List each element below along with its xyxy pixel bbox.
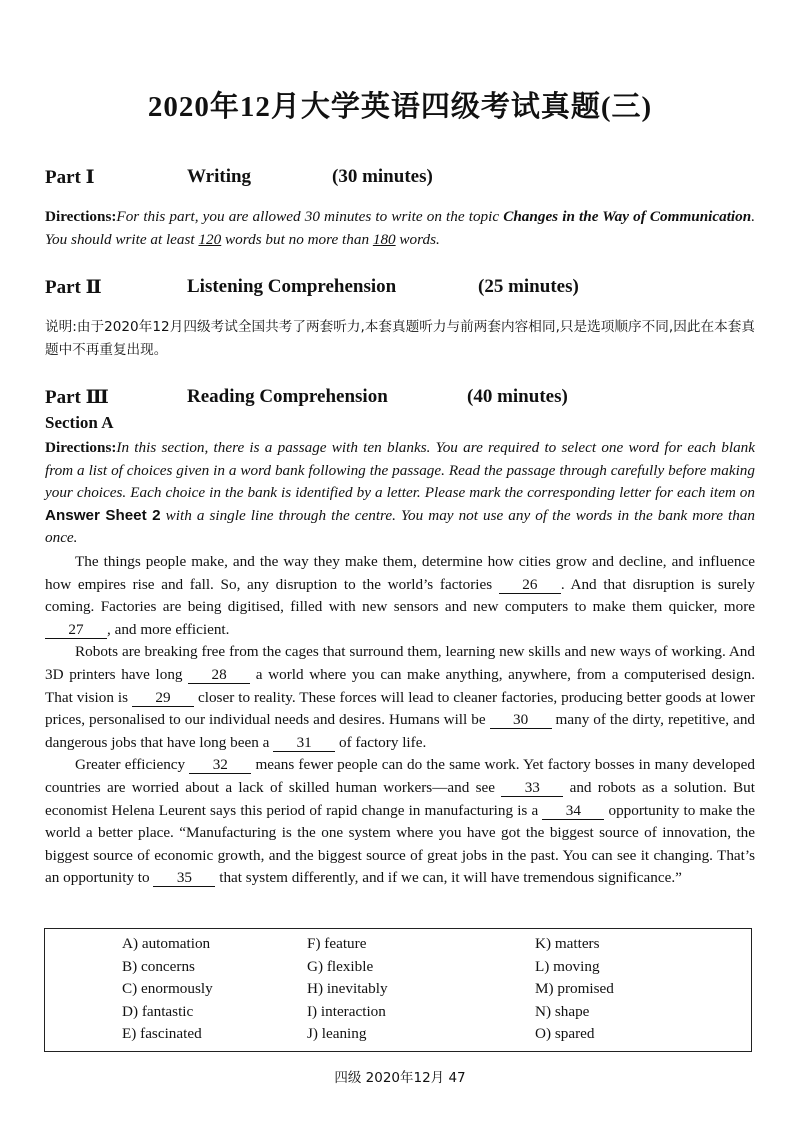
- blank-34: 34: [542, 803, 604, 820]
- part2-note: 说明:由于2020年12月四级考试全国共考了两套听力,本套真题听力与前两套内容相同,只是选项顺序不同,因此在本套真题中不再重复出现。: [45, 319, 755, 358]
- directions-label: Directions:: [45, 439, 117, 456]
- word-bank-option: C) enormously: [122, 980, 213, 997]
- directions-text: In this section, there is a passage with ten blanks. You are required to select one word for each blank from a list of choices given in a word bank following the passage. Read the passage through carefully before making your choices. Each choice in the bank is identified by a letter. Please mark the corresponding letter for each item on: [45, 439, 755, 502]
- blank-33: 33: [501, 780, 563, 797]
- reading-passage: [45, 551, 755, 890]
- blank-28: 28: [188, 667, 250, 684]
- directions-text: For this part, you are allowed 30 minutes to write on the topic: [116, 208, 504, 225]
- passage-text: . And that disruption is surely coming. Factories are being digitised, filled with new sensors and new computers to make them quicker, more: [45, 575, 755, 616]
- passage-text: a world where you can make anything, anywhere, from a computerised design. That vision is: [45, 665, 755, 706]
- passage-text: opportunity to make the world a better place. “Manufacturing is the one system where you have got the biggest source of innovation, the biggest source of economic growth, and the biggest source of great jobs in the past. You can see it changing. That’s an opportunity to: [45, 801, 755, 887]
- word-bank-option: M) promised: [535, 980, 614, 997]
- part1-time: (30 minutes): [332, 166, 433, 187]
- word-bank-option: O) spared: [535, 1025, 595, 1042]
- passage-text: means fewer people can do the same work. Yet factory bosses in many developed countries are worried about a lack of skilled human workers—and see: [45, 756, 755, 796]
- part2-heading: [45, 276, 765, 302]
- passage-text: closer to reality. These forces will lead to cleaner factories, producing better goods at lower prices, personalised to our individual needs and desires. Humans will be: [45, 688, 755, 729]
- part3-name: Reading Comprehension: [187, 386, 388, 407]
- part3-number: Part Ⅲ: [45, 387, 109, 408]
- word-bank: [44, 928, 752, 1052]
- part1-number: Part Ⅰ: [45, 167, 95, 188]
- word-bank-option: G) flexible: [307, 957, 374, 975]
- passage-text: The things people make, and the way they make them, determine how cities grow and decline, and influence how empires rise and fall. So, any disruption to the world’s factories: [45, 553, 755, 593]
- part3-directions: [45, 437, 755, 550]
- passage-paragraph: [45, 551, 755, 641]
- word-bank-option: E) fascinated: [122, 1025, 202, 1042]
- directions-label: Directions:: [45, 208, 117, 225]
- page-footer: 四级 2020年12月 47: [334, 1070, 466, 1086]
- word-bank-option: L) moving: [535, 957, 600, 975]
- part3-time: (40 minutes): [467, 386, 568, 407]
- passage-text: that system differently, and if we can, it will have tremendous significance.”: [215, 869, 682, 887]
- part2-name: Listening Comprehension: [187, 276, 397, 297]
- passage-text: of factory life.: [335, 733, 427, 751]
- word-bank-option: J) leaning: [307, 1025, 367, 1042]
- word-bank-option: F) feature: [307, 935, 367, 952]
- part3-heading: [45, 386, 765, 412]
- passage-text: , and more efficient.: [107, 620, 230, 638]
- part1-directions: [45, 206, 755, 251]
- blank-30: 30: [490, 712, 552, 729]
- word-bank-option: H) inevitably: [307, 980, 388, 997]
- page-title: 2020年12月大学英语四级考试真题(三): [147, 91, 653, 123]
- blank-26: 26: [499, 577, 561, 594]
- passage-paragraph: [45, 754, 755, 890]
- word-bank-option: D) fantastic: [122, 1002, 194, 1020]
- passage-text: many of the dirty, repetitive, and dangerous jobs that have long been a: [45, 711, 756, 751]
- max-words: 180: [372, 230, 396, 248]
- passage-text: Robots are breaking free from the cages that surround them, learning new skills and new ways of working. And 3D printers have long: [45, 643, 755, 683]
- blank-29: 29: [132, 690, 194, 707]
- writing-topic: Changes in the Way of Communication: [503, 208, 752, 225]
- directions-text: with a single line through the centre. You may not use any of the words in the bank more than once.: [45, 506, 755, 547]
- directions-text: . You should write at least: [45, 208, 755, 248]
- directions-text: words but no more than: [221, 230, 373, 248]
- blank-31: 31: [273, 735, 335, 752]
- passage-text: Greater efficiency: [75, 756, 190, 774]
- part1-heading: [45, 166, 765, 192]
- part1-name: Writing: [187, 166, 252, 187]
- answer-sheet-ref: Answer Sheet 2: [45, 506, 161, 524]
- min-words: 120: [198, 230, 222, 248]
- word-bank-option: A) automation: [122, 935, 211, 952]
- blank-27: 27: [45, 622, 107, 639]
- blank-35: 35: [153, 870, 215, 887]
- word-bank-option: B) concerns: [122, 957, 195, 975]
- directions-text: words.: [395, 230, 440, 248]
- passage-text: and robots as a solution. But economist Helena Leurent says this period of rapid change in manufacturing is a: [45, 778, 755, 819]
- word-bank-option: K) matters: [535, 935, 600, 952]
- word-bank-option: N) shape: [535, 1002, 590, 1020]
- part2-number: Part Ⅱ: [45, 277, 102, 298]
- word-bank-option: I) interaction: [307, 1002, 386, 1020]
- blank-32: 32: [189, 757, 251, 774]
- section-a-heading: Section A: [45, 413, 114, 432]
- part2-time: (25 minutes): [478, 276, 579, 297]
- passage-paragraph: [45, 641, 755, 754]
